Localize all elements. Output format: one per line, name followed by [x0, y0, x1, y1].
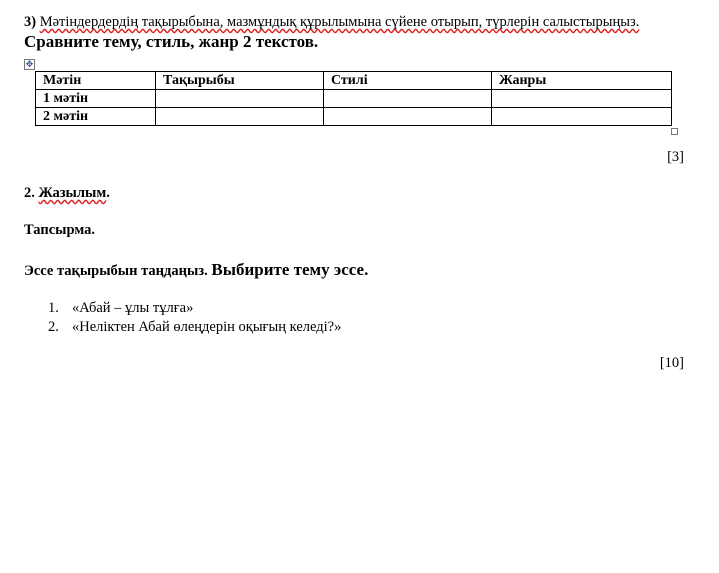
table-row: [36, 90, 672, 108]
table-header-row: [36, 72, 672, 90]
table-move-handle-icon[interactable]: ✥: [25, 59, 34, 69]
essay-instruction-russian: Выбирите тему эссе.: [211, 260, 369, 279]
table-cell[interactable]: [492, 90, 672, 108]
comparison-table: [35, 71, 672, 126]
list-item-text: «Неліктен Абай өлеңдерін оқығың келеді?»: [72, 319, 342, 335]
table-header-text: Мәтін: [36, 72, 156, 90]
list-item-text: «Абай – ұлы тұлға»: [72, 300, 194, 316]
table-cell[interactable]: [324, 90, 492, 108]
table-header-theme: Тақырыбы: [156, 72, 324, 90]
table-cell[interactable]: [492, 108, 672, 126]
score-question-3: [3]: [667, 149, 684, 165]
question-kazakh-text: Мәтіндердердің тақырыбына, мазмұндық құрылымына сүйене отырып, түрлерін салыстырыңыз.: [39, 14, 640, 30]
section-number: 2.: [24, 185, 35, 201]
question-3: [24, 12, 684, 53]
question-number: 3): [24, 14, 37, 30]
essay-topics-list: [48, 299, 341, 337]
section-title-dot: .: [106, 185, 110, 201]
section-heading: [24, 185, 110, 202]
table-header-style: Стилі: [324, 72, 492, 90]
table-cell-label: 1 мәтін: [36, 90, 156, 108]
section-title: Жазылым: [38, 185, 107, 201]
essay-instruction: [24, 260, 368, 280]
list-item-number: 2.: [48, 319, 59, 335]
question-russian-text: Сравните тему, стиль, жанр 2 текстов.: [24, 32, 319, 51]
list-item: [48, 318, 341, 337]
table-cell[interactable]: [156, 90, 324, 108]
table-row: [36, 108, 672, 126]
score-section-2: [10]: [659, 355, 684, 371]
table-header-genre: Жанры: [492, 72, 672, 90]
list-item-number: 1.: [48, 300, 59, 316]
table-resize-handle[interactable]: [671, 128, 678, 135]
table-cell[interactable]: [324, 108, 492, 126]
table-cell-label: 2 мәтін: [36, 108, 156, 126]
task-label: Тапсырма.: [24, 222, 95, 238]
list-item: [48, 299, 341, 318]
table-cell[interactable]: [156, 108, 324, 126]
essay-instruction-kazakh: Эссе тақырыбын таңдаңыз.: [24, 263, 208, 279]
